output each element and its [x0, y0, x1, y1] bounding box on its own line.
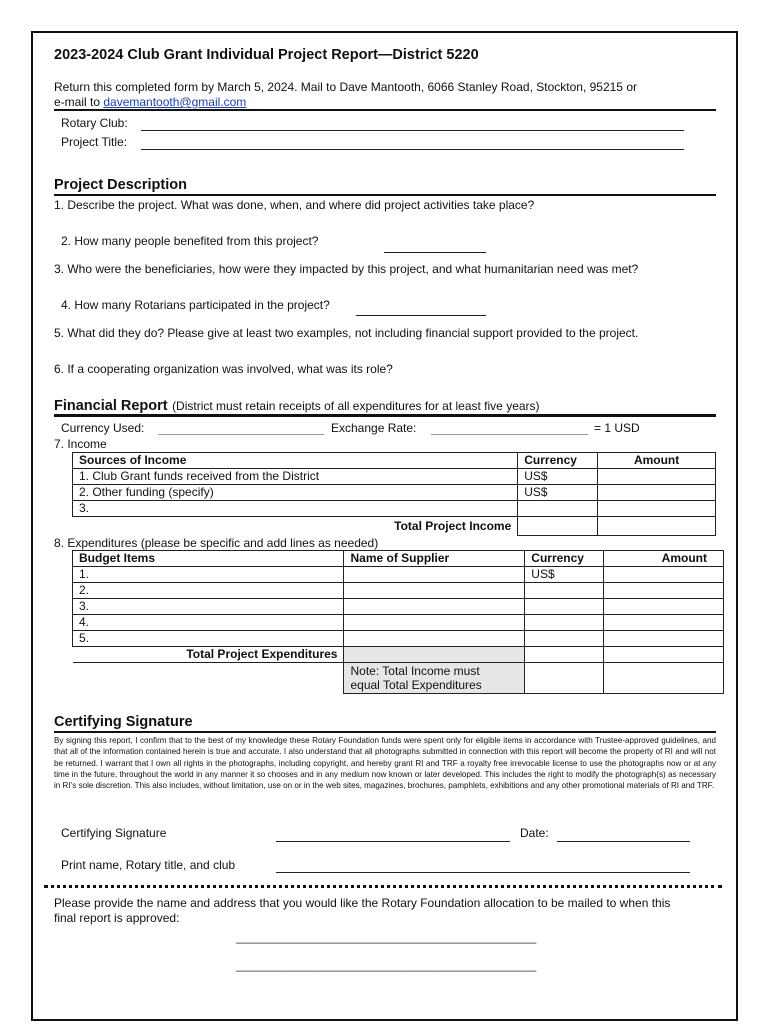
- rotary-club-field[interactable]: [141, 130, 684, 131]
- expend-currency-cell: US$: [525, 567, 604, 583]
- project-description-rule: [54, 194, 716, 196]
- currency-used-label: Currency Used:: [61, 421, 145, 435]
- expend-header-amount: Amount: [604, 551, 724, 567]
- expend-amount-cell[interactable]: [604, 615, 724, 631]
- income-header-source: Sources of Income: [73, 453, 518, 469]
- exchange-rate-field[interactable]: [431, 434, 588, 435]
- table-row: [73, 485, 716, 501]
- question-4-field[interactable]: [356, 315, 486, 316]
- dotted-divider: [44, 885, 722, 888]
- income-currency-cell: US$: [518, 485, 598, 501]
- expend-item-cell: 5.: [73, 631, 344, 647]
- table-row: [73, 631, 724, 647]
- financial-heading: Financial Report: [54, 398, 168, 414]
- table-row: [73, 567, 724, 583]
- total-expend-currency[interactable]: [525, 647, 604, 663]
- income-source-cell: 1. Club Grant funds received from the District: [73, 469, 518, 485]
- financial-rule: [54, 414, 716, 417]
- table-row: [73, 501, 716, 517]
- address-line-2[interactable]: _____________________________________________: [236, 958, 537, 972]
- table-row: [73, 469, 716, 485]
- expend-item-cell: 4.: [73, 615, 344, 631]
- expend-item-cell: 2.: [73, 583, 344, 599]
- question-2-field[interactable]: [384, 252, 486, 253]
- question-4: 4. How many Rotarians participated in the project?: [61, 298, 330, 312]
- income-table: [72, 452, 716, 536]
- exchange-rate-label: Exchange Rate:: [331, 421, 417, 435]
- table-row: [73, 599, 724, 615]
- date-field[interactable]: [557, 841, 690, 842]
- expend-currency-cell: [525, 615, 604, 631]
- expenditures-label: 8. Expenditures (please be specific and add lines as needed): [54, 536, 379, 550]
- expend-note-row: [73, 663, 724, 694]
- equal-note-line-1: Note: Total Income must: [350, 664, 480, 678]
- expend-currency-cell: [525, 583, 604, 599]
- expend-amount-cell[interactable]: [604, 631, 724, 647]
- income-currency-cell: [518, 501, 598, 517]
- form-title: 2023-2024 Club Grant Individual Project Report—District 5220: [54, 47, 479, 63]
- income-source-cell: 2. Other funding (specify): [73, 485, 518, 501]
- expend-header-currency: Currency: [525, 551, 604, 567]
- expend-item-cell: 1.: [73, 567, 344, 583]
- income-header-row: [73, 453, 716, 469]
- project-description-heading: Project Description: [54, 177, 187, 193]
- total-expend-label: Total Project Expenditures: [73, 647, 344, 663]
- expend-header-items: Budget Items: [73, 551, 344, 567]
- legal-text: By signing this report, I confirm that to the best of my knowledge these Rotary Foundation funds were spent only for eligible items in accordance with Trustee-approved guidelines, and that all of the information contained herein is true and accurate. I also understand that all photographs submitted in connection with this report will become the property of RI and will not be returned. I warrant that I own all rights in the photographs, including copyright, and hereby grant RI and TRF a royalty free irrevocable license to use the photographs now or at any time in the future, throughout the world in any manner it so chooses and in any medium now known or later developed. This includes the right to modify the photograph(s) as necessary in RI’s sole discretion. This also includes, without limitation, use on or in the web sites, magazines, brochures, pamphlets, exhibitions and any other promotional materials of RI and TRF.: [54, 736, 716, 791]
- intro-prefix: e-mail to: [54, 95, 104, 109]
- print-name-label: Print name, Rotary title, and club: [61, 858, 236, 872]
- total-income-currency[interactable]: [518, 517, 598, 536]
- intro-rule: [54, 109, 716, 111]
- expend-supplier-cell[interactable]: [344, 615, 525, 631]
- expend-total-row: [73, 647, 724, 663]
- question-1: 1. Describe the project. What was done, when, and where did project activities take place?: [54, 198, 535, 212]
- currency-used-field[interactable]: [158, 434, 324, 435]
- question-6: 6. If a cooperating organization was involved, what was its role?: [54, 362, 393, 376]
- expend-amount-cell[interactable]: [604, 583, 724, 599]
- email-link[interactable]: davemantooth@gmail.com: [103, 95, 247, 109]
- equal-note-cell: [344, 663, 525, 694]
- expend-amount-cell[interactable]: [604, 599, 724, 615]
- note-amount-cell: [604, 663, 724, 694]
- project-title-field[interactable]: [141, 149, 684, 150]
- signature-field[interactable]: [276, 841, 510, 842]
- income-total-row: [73, 517, 716, 536]
- expend-item-cell: 3.: [73, 599, 344, 615]
- income-label: 7. Income: [54, 437, 107, 451]
- expend-supplier-cell[interactable]: [344, 599, 525, 615]
- expend-currency-cell: [525, 599, 604, 615]
- expend-header-supplier: Name of Supplier: [344, 551, 525, 567]
- expend-header-row: [73, 551, 724, 567]
- expend-currency-cell: [525, 631, 604, 647]
- income-amount-cell[interactable]: [598, 485, 716, 501]
- address-line-1[interactable]: _____________________________________________: [236, 930, 537, 944]
- note-spacer: [73, 663, 344, 694]
- expenditures-table: [72, 550, 724, 694]
- usd-label: = 1 USD: [594, 421, 640, 435]
- total-income-label: Total Project Income: [394, 518, 512, 533]
- equal-note-line-2: equal Total Expenditures: [350, 678, 482, 692]
- income-header-currency: Currency: [518, 453, 598, 469]
- question-5: 5. What did they do? Please give at least two examples, not including financial support provided to the project.: [54, 326, 639, 340]
- question-2: 2. How many people benefited from this project?: [61, 234, 319, 248]
- income-source-cell: 3.: [73, 501, 518, 517]
- financial-note: (District must retain receipts of all expenditures for at least five years): [172, 399, 540, 413]
- intro-line-2: [54, 95, 246, 109]
- income-amount-cell[interactable]: [598, 501, 716, 517]
- income-header-amount: Amount: [598, 453, 716, 469]
- certifying-signature-label: Certifying Signature: [61, 826, 167, 840]
- note-currency-cell: [525, 663, 604, 694]
- rotary-club-label: Rotary Club:: [61, 116, 128, 130]
- total-expend-shaded: [344, 647, 525, 663]
- expend-supplier-cell[interactable]: [344, 583, 525, 599]
- footer-line-2: final report is approved:: [54, 911, 180, 925]
- income-currency-cell: US$: [518, 469, 598, 485]
- expend-amount-cell[interactable]: [604, 567, 724, 583]
- table-row: [73, 583, 724, 599]
- certifying-rule: [54, 731, 716, 733]
- total-income-amount[interactable]: [598, 517, 716, 536]
- footer-line-1: Please provide the name and address that you would like the Rotary Foundation allocation to be mailed to when this: [54, 896, 671, 910]
- certifying-heading: Certifying Signature: [54, 714, 193, 730]
- expend-supplier-cell[interactable]: [344, 567, 525, 583]
- date-label: Date:: [520, 826, 549, 840]
- project-title-label: Project Title:: [61, 135, 128, 149]
- print-name-field[interactable]: [276, 872, 690, 873]
- financial-heading-row: [54, 397, 540, 415]
- income-amount-cell[interactable]: [598, 469, 716, 485]
- expend-supplier-cell[interactable]: [344, 631, 525, 647]
- table-row: [73, 615, 724, 631]
- total-expend-amount[interactable]: [604, 647, 724, 663]
- question-3: 3. Who were the beneficiaries, how were they impacted by this project, and what humanitarian need was met?: [54, 262, 639, 276]
- intro-line-1: Return this completed form by March 5, 2024. Mail to Dave Mantooth, 6066 Stanley Road, Stockton, 95215 or: [54, 80, 637, 94]
